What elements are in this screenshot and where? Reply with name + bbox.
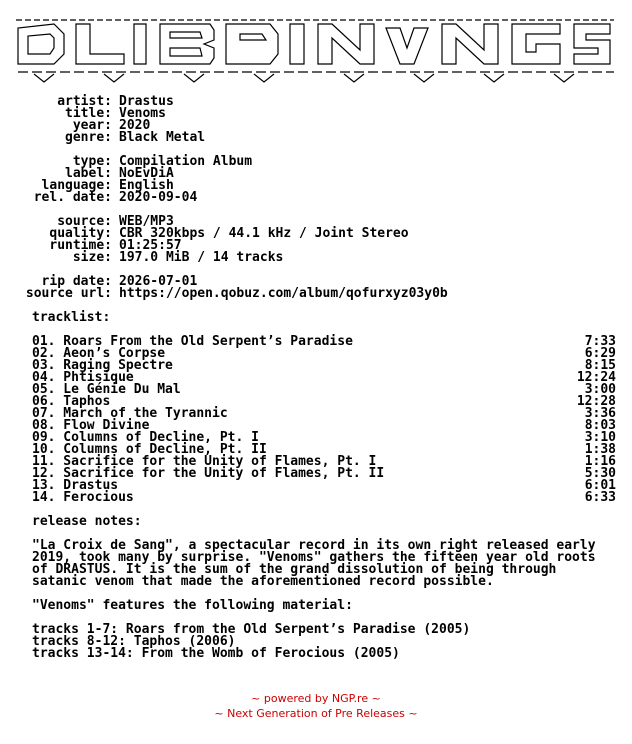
- track-duration: 5:30: [584, 466, 616, 481]
- meta-row: [14, 252, 448, 264]
- release-notes: [32, 540, 616, 660]
- notes-line: of DRASTUS. It is the sum of the grand dissolution of being through: [32, 562, 557, 577]
- meta-value: Black Metal: [119, 130, 206, 145]
- meta-value: 01:25:57: [119, 238, 182, 253]
- track-row: [32, 468, 616, 480]
- meta-value: 2020-09-04: [119, 190, 198, 205]
- track-duration: 7:33: [584, 334, 616, 349]
- notes-material-item: tracks 13-14: From the Womb of Ferocious (2005): [32, 646, 400, 661]
- track-title: 10. Columns of Decline, Pt. II: [32, 442, 267, 457]
- notes-material-item: tracks 8-12: Taphos (2006): [32, 634, 236, 649]
- track-title: 05. Le Génie Du Mal: [32, 382, 181, 397]
- track-duration: 6:01: [584, 478, 616, 493]
- track-duration: 6:29: [584, 346, 616, 361]
- notes-material-intro: "Venoms" features the following material:: [32, 598, 353, 613]
- meta-value: CBR 320kbps / 44.1 kHz / Joint Stereo: [119, 226, 409, 241]
- meta-key: size:: [72, 250, 112, 265]
- track-title: 03. Raging Spectre: [32, 358, 173, 373]
- track-title: 14. Ferocious: [32, 490, 134, 505]
- notes-line: 2019, took many by surprise. "Venoms" gathers the fifteen year old roots: [32, 550, 596, 565]
- release-metadata: [14, 96, 448, 300]
- meta-key: source url:: [25, 286, 112, 301]
- meta-key: year:: [72, 118, 112, 133]
- track-title: 04. Phtisique: [32, 370, 134, 385]
- meta-key: genre:: [65, 130, 112, 145]
- meta-value: Venoms: [119, 106, 166, 121]
- track-duration: 3:10: [584, 430, 616, 445]
- meta-value: English: [119, 178, 174, 193]
- meta-key: language:: [41, 178, 112, 193]
- meta-key: quality:: [49, 226, 112, 241]
- notes-line: satanic venom that made the aforementioned record possible.: [32, 574, 494, 589]
- meta-row: [14, 132, 448, 144]
- track-title: 11. Sacrifice for the Unity of Flames, Pt. I: [32, 454, 377, 469]
- meta-value: 2026-07-01: [119, 274, 198, 289]
- track-duration: 8:03: [584, 418, 616, 433]
- meta-row: [14, 192, 448, 204]
- meta-value: 197.0 MiB / 14 tracks: [119, 250, 284, 265]
- track-duration: 3:00: [584, 382, 616, 397]
- meta-value: 2020: [119, 118, 151, 133]
- meta-value: Compilation Album: [119, 154, 253, 169]
- track-title: 12. Sacrifice for the Unity of Flames, Pt. II: [32, 466, 385, 481]
- track-duration: 6:33: [584, 490, 616, 505]
- track-duration: 12:28: [576, 394, 616, 409]
- meta-value: NoEvDiA: [119, 166, 174, 181]
- meta-key: runtime:: [49, 238, 112, 253]
- footer-powered-by: ~ powered by NGP.re ~: [251, 692, 381, 705]
- track-duration: 8:15: [584, 358, 616, 373]
- logo-art-icon: [14, 14, 618, 84]
- ascii-logo: [14, 14, 618, 84]
- track-row: [32, 492, 616, 504]
- meta-key: type:: [72, 154, 112, 169]
- meta-value: WEB/MP3: [119, 214, 174, 229]
- meta-value: Drastus: [119, 94, 174, 109]
- release-notes-heading: release notes:: [32, 514, 142, 529]
- track-title: 13. Drastus: [32, 478, 119, 493]
- track-title: 09. Columns of Decline, Pt. I: [32, 430, 259, 445]
- meta-key: rel. date:: [33, 190, 112, 205]
- track-title: 01. Roars From the Old Serpent’s Paradise: [32, 334, 353, 349]
- meta-key: label:: [65, 166, 112, 181]
- meta-row: [14, 288, 448, 300]
- meta-key: rip date:: [41, 274, 112, 289]
- track-duration: 3:36: [584, 406, 616, 421]
- meta-key: artist:: [57, 94, 112, 109]
- tracklist: [32, 336, 616, 504]
- track-title: 07. March of the Tyrannic: [32, 406, 228, 421]
- track-row: [32, 384, 616, 396]
- meta-key: title:: [65, 106, 112, 121]
- footer-tagline: ~ Next Generation of Pre Releases ~: [214, 707, 418, 720]
- track-duration: 1:16: [584, 454, 616, 469]
- track-title: 02. Aeon’s Corpse: [32, 346, 166, 361]
- meta-value: https://open.qobuz.com/album/qofurxyz03y0b: [119, 286, 448, 301]
- track-duration: 1:38: [584, 442, 616, 457]
- track-title: 08. Flow Divine: [32, 418, 150, 433]
- track-title: 06. Taphos: [32, 394, 111, 409]
- notes-material-item: tracks 1-7: Roars from the Old Serpent’s Paradise (2005): [32, 622, 471, 637]
- meta-key: source:: [57, 214, 112, 229]
- track-duration: 12:24: [576, 370, 616, 385]
- notes-line: "La Croix de Sang", a spectacular record in its own right released early: [32, 538, 596, 553]
- tracklist-heading: tracklist:: [32, 310, 111, 325]
